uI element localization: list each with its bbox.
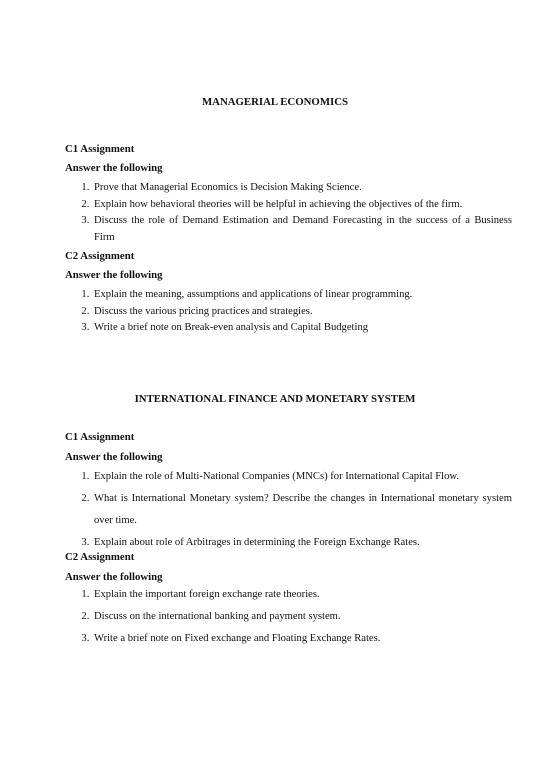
answer-following-label: Answer the following [65, 269, 163, 281]
question-item: 2. Discuss on the international banking and payment system. [92, 606, 512, 628]
c1-assignment-heading: C1 Assignment [65, 143, 135, 155]
question-item: 3. Explain about role of Arbitrages in determining the Foreign Exchange Rates. [92, 532, 512, 554]
question-item: 3. Write a brief note on Fixed exchange and Floating Exchange Rates. [92, 628, 512, 650]
question-item: 3. Write a brief note on Break-even analysis and Capital Budgeting [92, 320, 512, 337]
answer-following-label: Answer the following [65, 451, 163, 463]
answer-following-label: Answer the following [65, 571, 163, 583]
question-item: 3. Discuss the role of Demand Estimation and Demand Forecasting in the success of a Business Firm [92, 213, 512, 246]
c2-assignment-heading: C2 Assignment [65, 551, 135, 563]
question-item: 2. What is International Monetary system? Describe the changes in International monetary system over time. [92, 488, 512, 532]
question-item: 2. Explain how behavioral theories will be helpful in achieving the objectives of the firm. [92, 197, 512, 214]
c2-assignment-heading: C2 Assignment [65, 250, 135, 262]
question-list [65, 180, 512, 246]
question-list [65, 466, 512, 554]
question-item: 2. Discuss the various pricing practices and strategies. [92, 304, 512, 321]
question-list [65, 584, 512, 650]
question-item: 1. Explain the meaning, assumptions and applications of linear programming. [92, 287, 512, 304]
question-item: 1. Prove that Managerial Economics is Decision Making Science. [92, 180, 512, 197]
c1-assignment-heading: C1 Assignment [65, 431, 135, 443]
section-title-managerial-economics: MANAGERIAL ECONOMICS [201, 96, 349, 108]
answer-following-label: Answer the following [65, 162, 163, 174]
question-list [65, 287, 512, 337]
section-title-international-finance: INTERNATIONAL FINANCE AND MONETARY SYSTEM [134, 393, 416, 405]
question-item: 1. Explain the important foreign exchange rate theories. [92, 584, 512, 606]
question-item: 1. Explain the role of Multi-National Companies (MNCs) for International Capital Flow. [92, 466, 512, 488]
